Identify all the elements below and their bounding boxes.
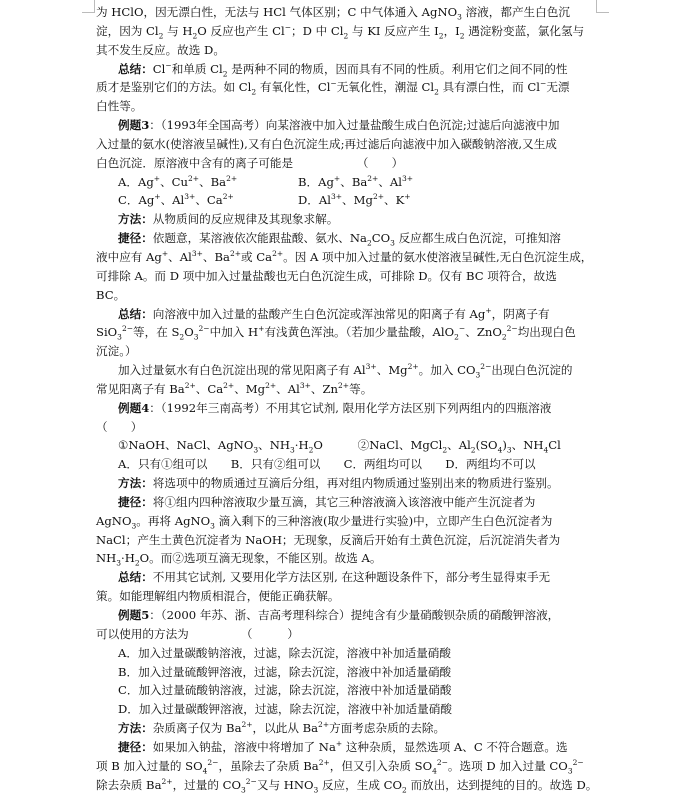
document-page: [96, 3, 596, 794]
text-line: 方法：将选项中的物质通过互滴后分组，再对组内物质通过鉴别出来的物质进行鉴别。: [118, 476, 559, 491]
text-line: 例题5：（2000 年苏、浙、吉高考理科综合）提纯含有少量硝酸钡杂质的硝酸钾溶液，: [118, 608, 560, 622]
text-line: 总结：Cl−和单质 $Cl_2$ 是两种不同的物质，因而具有不同的性质。利用它们之间不同的性: [118, 60, 568, 78]
text-line: 淀，因为 $Cl_2$ 与 $H_2O$ 反应也产生 Cl−；D 中 $Cl_2$ 与 KI 反应产生 $I_2$，$I_2$ 遇淀粉变蓝，氯化氢与: [96, 22, 585, 41]
text-line: 沉淀。）: [96, 344, 137, 359]
text-line: D．加入过量碳酸钾溶液，过滤，除去沉淀，溶液中补加适量硝酸: [118, 702, 452, 717]
text-line: BC。: [96, 287, 126, 302]
text-line: 可以使用的方法为 （ ）: [96, 626, 299, 641]
text-line: 捷径：将①组内四种溶液取少量互滴，其它三种溶液滴入该溶液中能产生沉淀者为: [118, 494, 536, 509]
text-line: （ ）: [96, 419, 143, 434]
text-line: $NH_3\cdot H_2O$。而②选项互滴无现象，不能区别。故选 A。: [96, 551, 382, 568]
text-line: NaCl；产生土黄色沉淀者为 NaOH；无现象，反滴后开始有土黄色沉淀，后沉淀消失者为: [96, 532, 561, 547]
text-line: 白色沉淀．原溶液中含有的离子可能是 （ ）: [96, 155, 404, 170]
text-line: 为 HClO，因无漂白性，无法与 HCl 气体区别；C 中气体通入 AgNO$_3$ 溶液，都产生白色沉: [96, 5, 570, 22]
text-line: 除去杂质 $Ba^{2+}$，过量的 $CO_3^{2-}$又与 $HNO_3$ 反应，生成 $CO_2$ 而放出，达到提纯的目的。故选 D。: [96, 776, 598, 794]
text-line: 例题4：（1992年三南高考）不用其它试剂, 限用化学方法区别下列两组内的四瓶溶液: [118, 400, 552, 415]
text-line: 策。如能理解组内物质相混合，便能正确获解。: [96, 589, 340, 604]
text-line: 例题3：（1993年全国高考）向某溶液中加入过量盐酸生成白色沉淀;过滤后向滤液中加: [118, 118, 560, 133]
text-line: 液中应有 Ag+、$Al^{3+}$、$Ba^{2+}$或 $Ca^{2+}$。因 A 项中加入过量的氨水使溶液呈碱性,无白色沉淀生成，: [96, 249, 593, 264]
text-line: AgNO$_3$。再将 AgNO$_3$ 滴入剩下的三种溶液(取少量进行实验)中，立即产生白色沉淀者为: [96, 513, 553, 531]
text-line: 捷径：如果加入钠盐，溶液中将增加了 Na+ 这种杂质，显然选项 A、C 不符合题意。选: [118, 739, 568, 754]
text-line: 其不发生反应。故选 D。: [96, 42, 225, 57]
page-corner-mark-right: [596, 0, 609, 13]
text-line: ①NaOH、NaCl、AgNO$_3$、$NH_3\cdot H_2O$ ②NaCl、MgCl$_2$、$Al_2(SO_4)_3$、$NH_4Cl$: [118, 438, 561, 455]
page-corner-mark-left: [82, 0, 95, 13]
text-line: B．加入过量硫酸钾溶液，过滤，除去沉淀，溶液中补加适量硝酸: [118, 664, 452, 679]
text-line: A．加入过量碳酸钠溶液，过滤，除去沉淀，溶液中补加适量硝酸: [118, 645, 451, 660]
text-line: SiO$_3^{2-}$等，在 $S_2O_3^{2-}$中加入 H+有浅黄色浑浊。（若加少量盐酸，AlO$_2$−、ZnO$_2^{2-}$均出现白色: [96, 324, 576, 342]
text-line: 总结：向溶液中加入过量的盐酸产生白色沉淀或浑浊常见的阳离子有 Ag+，阴离子有: [118, 305, 550, 321]
text-line: A．只有①组可以 B．只有②组可以 C．两组均可以 D．两组均不可以: [118, 457, 536, 472]
text-line: C．加入过量硫酸钠溶液，过滤，除去沉淀，溶液中补加适量硝酸: [118, 683, 452, 698]
text-line: C．Ag+、$Al^{3+}$、$Ca^{2+}$ D．$Al^{3+}$、$Mg^{2+}$、K+: [118, 192, 411, 208]
text-line: 白性等。: [96, 99, 143, 114]
text-line: A．Ag+、$Cu^{2+}$、$Ba^{2+}$ B．Ag+、$Ba^{2+}$、$Al^{3+}$: [118, 173, 414, 189]
text-line: 方法：从物质间的反应规律及其现象求解。: [118, 212, 339, 227]
text-line: 捷径：依题意，某溶液依次能跟盐酸、氨水、$Na_2CO_3$ 反应都生成白色沉淀，可推知溶: [118, 231, 561, 248]
text-line: 方法：杂质离子仅为 $Ba^{2+}$，以此从 $Ba^{2+}$方面考虑杂质的去除。: [118, 720, 446, 736]
text-line: 入过量的氨水(使溶液呈碱性),又有白色沉淀生成;再过滤后向滤液中加入碳酸钠溶液,又生成: [96, 136, 557, 151]
text-line: 质才是鉴别它们的方法。如 $Cl_2$ 有氧化性，Cl−无氧化性，潮湿 $Cl_2$ 具有漂白性，而 Cl−无漂: [96, 79, 570, 97]
text-line: 总结：不用其它试剂, 又要用化学方法区别, 在这种题设条件下，部分考生显得束手无: [118, 570, 551, 585]
text-line: 加入过量氨水有白色沉淀出现的常见阳离子有 $Al^{3+}$、$Mg^{2+}$。加入 $CO_3^{2-}$出现白色沉淀的: [118, 362, 573, 380]
text-line: 项 B 加入过量的 $SO_4^{2-}$，虽除去了杂质 $Ba^{2+}$，但又引入杂质 $SO_4^{2-}$。选项 D 加入过量 $CO_3^{2-}$: [96, 757, 584, 776]
text-line: 常见阳离子有 $Ba^{2+}$、$Ca^{2+}$、$Mg^{2+}$、$Al^{3+}$、$Zn^{2+}$等。: [96, 381, 373, 396]
text-line: 可排除 A。而 D 项中加入过量盐酸也无白色沉淀生成，可排除 D。仅有 BC 项符合，故选: [96, 268, 557, 283]
